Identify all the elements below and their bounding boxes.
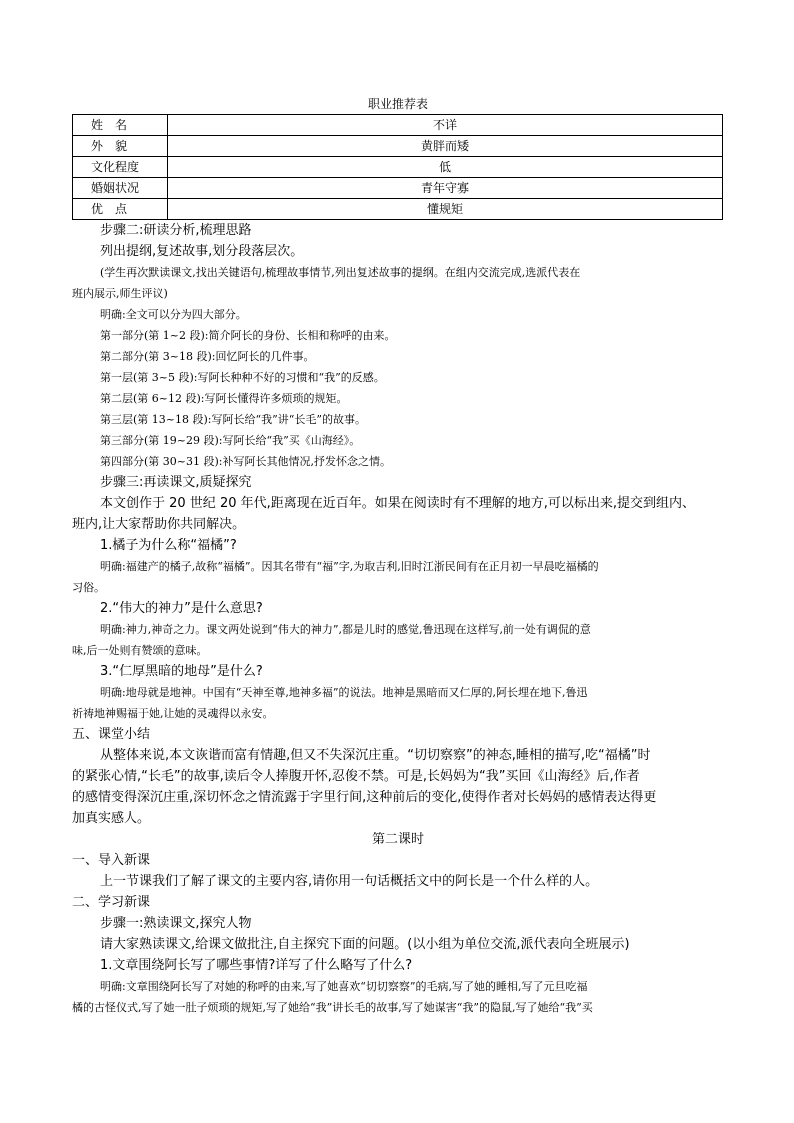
row-label: 姓 名: [73, 115, 168, 136]
question-line: 1.橘子为什么称“福橘”?: [100, 538, 237, 553]
section-heading: 二、学习新课: [72, 895, 151, 910]
row-label: 文化程度: [73, 157, 168, 178]
answer-line: 明确:神力,神奇之力。课文两处说到“伟大的神力”,都是儿时的感觉,鲁迅现在这样写,前一处有调侃的意: [100, 623, 591, 636]
row-value: 低: [168, 157, 723, 178]
row-label: 优 点: [73, 199, 168, 220]
answer-line: 明确:福建产的橘子,故称“福橘”。因其名带有“福”字,为取吉利,旧时江浙民间有在正月初一早晨吃福橘的: [100, 560, 599, 573]
answer-line: 明确:全文可以分为四大部分。: [100, 308, 247, 321]
outline-line: 第二部分(第 3~18 段):回忆阿长的几件事。: [100, 350, 315, 363]
table-row: [73, 157, 723, 178]
lesson-heading: 第二课时: [371, 832, 424, 847]
paragraph-line: 从整体来说,本文诙谐而富有情趣,但又不失深沉庄重。“切切察察”的神态,睡相的描写,吃“福橘”时: [100, 748, 651, 763]
section-heading: 五、课堂小结: [72, 727, 151, 742]
step-heading: 步骤一:熟读课文,探究人物: [100, 916, 252, 931]
paragraph-line: 加真实感人。: [72, 811, 151, 826]
paragraph-line: 的感情变得深沉庄重,深切怀念之情流露于字里行间,这种前后的变化,使得作者对长妈妈的感情表达得更: [72, 790, 657, 805]
section-heading: 一、导入新课: [72, 853, 151, 868]
document-page: [72, 96, 724, 1018]
outline-line: 第三部分(第 19~29 段):写阿长给“我”买《山海经》。: [100, 434, 361, 447]
paragraph-line: 的紧张心情,“长毛”的故事,读后令人捧腹开怀,忍俊不禁。可是,长妈妈为“我”买回《山海经》后,作者: [72, 769, 640, 784]
answer-line: 味,后一处则有赞颂的意味。: [72, 644, 208, 657]
note-line: 班内展示,师生评议): [72, 287, 168, 300]
outline-line: 第一层(第 3~5 段):写阿长种种不好的习惯和“我”的反感。: [100, 371, 385, 384]
row-value: 不详: [168, 115, 723, 136]
step-heading: 步骤三:再读课文,质疑探究: [100, 475, 252, 490]
row-label: 外 貌: [73, 136, 168, 157]
outline-line: 第三层(第 13~18 段):写阿长给“我”讲“长毛”的故事。: [100, 413, 366, 426]
career-recommendation-table: [72, 114, 723, 220]
answer-line: 祈祷地神赐福于她,让她的灵魂得以永安。: [72, 707, 274, 720]
answer-line: 橘的古怪仪式,写了她一肚子烦琐的规矩,写了她给“我”讲长毛的故事,写了她谋害“我”的隐鼠,写了她给“我”买: [72, 1001, 593, 1014]
row-value: 青年守寡: [168, 178, 723, 199]
table-row: [73, 178, 723, 199]
table-row: [73, 115, 723, 136]
row-label: 婚姻状况: [73, 178, 168, 199]
paragraph-line: 上一节课我们了解了课文的主要内容,请你用一句话概括文中的阿长是一个什么样的人。: [100, 874, 599, 889]
note-line: (学生再次默读课文,找出关键语句,梳理故事情节,列出复述故事的提纲。在组内交流完成,选派代表在: [100, 266, 581, 279]
outline-line: 第二层(第 6~12 段):写阿长懂得许多烦琐的规矩。: [100, 392, 348, 405]
row-value: 懂规矩: [168, 199, 723, 220]
question-line: 3.“仁厚黑暗的地母”是什么?: [100, 664, 263, 679]
step-heading: 步骤二:研读分析,梳理思路: [100, 223, 252, 238]
answer-line: 习俗。: [72, 581, 105, 594]
table-row: [73, 199, 723, 220]
task-line: 列出提纲,复述故事,划分段落层次。: [100, 244, 304, 259]
question-line: 1.文章围绕阿长写了哪些事情?详写了什么略写了什么?: [100, 958, 413, 973]
row-value: 黄胖而矮: [168, 136, 723, 157]
outline-line: 第一部分(第 1~2 段):简介阿长的身份、长相和称呼的由来。: [100, 329, 396, 342]
table-title: 职业推荐表: [367, 97, 428, 111]
outline-line: 第四部分(第 30~31 段):补写阿长其他情况,抒发怀念之情。: [100, 455, 391, 468]
table-row: [73, 136, 723, 157]
answer-line: 明确:文章围绕阿长写了对她的称呼的由来,写了她喜欢“切切察察”的毛病,写了她的睡相,写了元旦吃福: [100, 980, 588, 993]
paragraph-line: 请大家熟读课文,给课文做批注,自主探究下面的问题。(以小组为单位交流,派代表向全班展示): [100, 937, 630, 952]
paragraph-line: 班内,让大家帮助你共同解决。: [72, 517, 246, 532]
question-line: 2.“伟大的神力”是什么意思?: [100, 601, 263, 616]
paragraph-line: 本文创作于 20 世纪 20 年代,距离现在近百年。如果在阅读时有不理解的地方,可以标出来,提交到组内、: [100, 496, 696, 511]
answer-line: 明确:地母就是地神。中国有“天神至尊,地神多福”的说法。地神是黑暗而又仁厚的,阿长埋在地下,鲁迅: [100, 686, 588, 699]
